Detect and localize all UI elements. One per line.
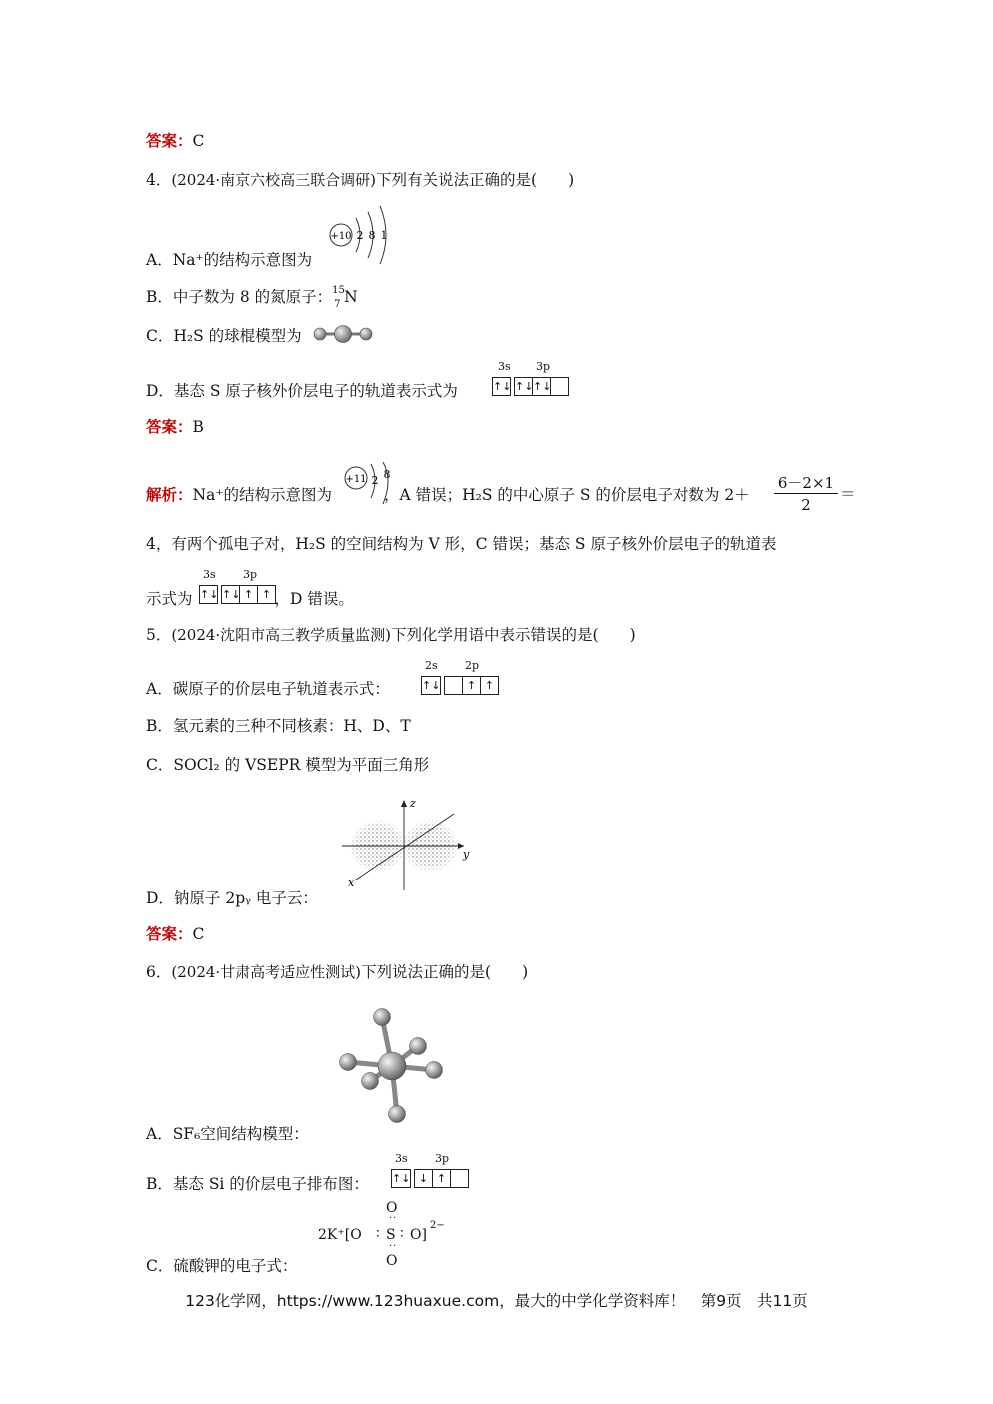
shell-1-count: 2 xyxy=(356,229,364,242)
analysis-line-3: 示式为 ，D 错误。 xyxy=(146,590,354,608)
2py-electron-cloud xyxy=(340,796,476,890)
orbital-box-2p-3: ↑ xyxy=(480,676,499,695)
q4-option-a: A．Na⁺的结构示意图为 xyxy=(146,251,313,269)
page-footer: 123化学网，https://www.123huaxue.com，最大的中学化学资料库！ 第9页 共11页 xyxy=(185,1292,808,1310)
orbital-box-2s: ↑↓ xyxy=(421,676,441,695)
q4-option-c: C．H₂S 的球棍模型为 xyxy=(146,327,302,345)
fraction-equals: ＝ xyxy=(840,485,856,503)
q6-option-a: A．SF₆空间结构模型： xyxy=(146,1125,309,1143)
q4-option-b: B．中子数为 8 的氮原子： 15 7 N xyxy=(146,285,358,310)
si-orbital-diagram: 3s 3p ↑↓ ↓ ↑ xyxy=(391,1152,473,1190)
shell-2-count: 8 xyxy=(368,229,376,242)
nitrogen-nuclide: 15 7 N xyxy=(332,285,358,310)
s-orbital-diagram-analysis: 3s 3p ↑↓ ↑↓ ↑ ↑ xyxy=(199,568,281,606)
orbital-box-2p-1 xyxy=(444,676,463,695)
s-orbital-diagram: 3s 3p ↑↓ ↑↓ ↑↓ xyxy=(492,360,572,398)
orbital-box-3p-1: ↑↓ xyxy=(514,377,533,396)
orbital-box-3p-1: ↓ xyxy=(414,1169,433,1188)
orbital-box-3s: ↑↓ xyxy=(492,377,511,396)
na-ion-structure-diagram-analysis xyxy=(343,462,393,508)
orbital-box-3s: ↑↓ xyxy=(199,585,218,604)
q4-stem: 4．(2024·南京六校高三联合调研)下列有关说法正确的是( ) xyxy=(146,171,575,189)
x-axis-label: x xyxy=(348,876,355,889)
fraction-bar xyxy=(774,493,838,494)
nucleus-charge: +11 xyxy=(345,474,367,485)
shell-3-count: 1 xyxy=(380,229,388,242)
c-orbital-diagram: 2s 2p ↑↓ ↑ ↑ xyxy=(421,659,503,697)
orbital-box-3s: ↑↓ xyxy=(391,1169,411,1188)
orbital-box-3p-2: ↑↓ xyxy=(532,377,551,396)
na-ion-structure-diagram xyxy=(328,204,390,270)
orbital-box-3p-2: ↑ xyxy=(239,585,258,604)
orbital-box-3p-3 xyxy=(450,1169,469,1188)
q4-option-d: D．基态 S 原子核外价层电子的轨道表示式为 xyxy=(146,382,458,400)
analysis-line-1: 解析：Na⁺的结构示意图为 ，A 错误；H₂S 的中心原子 S 的价层电子对数为 2＋ xyxy=(146,485,750,504)
q5-option-d: D．钠原子 2pᵧ 电子云： xyxy=(146,889,318,907)
fraction-numerator: 6－2×1 xyxy=(777,474,835,492)
fraction-denominator: 2 xyxy=(801,496,811,514)
orbital-box-3p-1: ↑↓ xyxy=(221,585,240,604)
analysis-line-2: 4，有两个孤电子对，H₂S 的空间结构为 V 形，C 错误；基态 S 原子核外价层电子的轨道表 xyxy=(146,535,777,553)
q5-option-a: A．碳原子的价层电子轨道表示式： xyxy=(146,680,390,698)
q6-option-c: C．硫酸钾的电子式： xyxy=(146,1257,298,1275)
shell-1-count: 2 xyxy=(371,474,379,487)
orbital-box-3p-3 xyxy=(550,377,569,396)
nucleus-charge: +10 xyxy=(330,231,352,242)
h2s-ball-stick-model xyxy=(312,324,374,344)
q5-answer: 答案：C xyxy=(146,924,205,943)
z-axis-label: z xyxy=(410,797,416,810)
q6-option-b: B．基态 Si 的价层电子排布图： xyxy=(146,1175,369,1193)
sf6-ball-stick-model xyxy=(330,1002,450,1130)
y-axis-label: y xyxy=(463,848,470,861)
q5-stem: 5．(2024·沈阳市高三教学质量监测)下列化学用语中表示错误的是( ) xyxy=(146,626,636,644)
q3-answer: 答案：C xyxy=(146,131,205,150)
q4-answer: 答案：B xyxy=(146,417,204,436)
q5-option-c: C．SOCl₂ 的 VSEPR 模型为平面三角形 xyxy=(146,756,430,774)
orbital-box-2p-2: ↑ xyxy=(462,676,481,695)
orbital-box-3p-2: ↑ xyxy=(432,1169,451,1188)
shell-2-count: 8 xyxy=(383,468,391,481)
q6-stem: 6．(2024·甘肃高考适应性测试)下列说法正确的是( ) xyxy=(146,963,529,981)
q5-option-b: B．氢元素的三种不同核素：H、D、T xyxy=(146,717,411,735)
k2so4-electron-formula: O 2K⁺[O ∶ S ∶ O] 2− ·· ·· O xyxy=(318,1200,445,1269)
orbital-box-3p-3: ↑ xyxy=(257,585,276,604)
